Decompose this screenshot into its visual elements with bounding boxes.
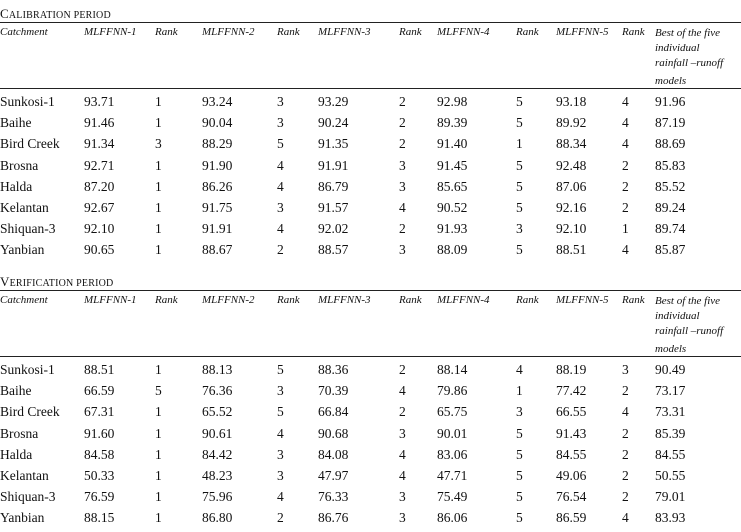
value-cell: 91.93 (437, 221, 468, 237)
rank-cell: 3 (155, 136, 162, 152)
header-catchment: Catchment (0, 26, 48, 38)
value-cell: 86.76 (318, 510, 349, 526)
value-cell: 88.15 (84, 510, 115, 526)
section-title-rest: ERIFICATION PERIOD (9, 278, 114, 289)
value-cell: 89.92 (556, 115, 587, 131)
catchment-name: Sunkosi-1 (0, 94, 55, 109)
section-title-initial: V (0, 274, 10, 289)
rank-cell: 3 (399, 510, 406, 526)
table-row (0, 136, 741, 157)
header-best-model-line: individual (655, 310, 700, 322)
header-mlffnn-1: MLFFNN-1 (84, 26, 137, 38)
rank-cell: 4 (622, 115, 629, 131)
rank-cell: 5 (155, 383, 162, 399)
rank-cell: 4 (622, 242, 629, 258)
rank-cell: 4 (399, 383, 406, 399)
value-cell: 91.91 (318, 157, 349, 173)
header-rank-3: Rank (399, 294, 422, 306)
rank-cell: 5 (516, 489, 523, 505)
section-title-rest: ALIBRATION PERIOD (8, 10, 111, 21)
value-cell: 84.55 (556, 446, 587, 462)
table-row (0, 94, 741, 115)
rank-cell: 1 (622, 221, 629, 237)
value-cell: 83.93 (655, 510, 686, 526)
header-top-rule (0, 290, 741, 291)
value-cell: 88.51 (556, 242, 587, 258)
table-row (0, 426, 741, 447)
value-cell: 92.16 (556, 200, 587, 215)
header-rank-5: Rank (622, 294, 645, 306)
rank-cell: 4 (516, 362, 523, 377)
value-cell: 88.67 (202, 242, 233, 258)
rank-cell: 4 (277, 489, 284, 505)
value-cell: 66.59 (84, 383, 115, 399)
catchment-name: Bird Creek (0, 136, 60, 152)
rank-cell: 2 (399, 362, 406, 377)
rank-cell: 2 (399, 221, 406, 237)
rank-cell: 2 (622, 383, 629, 399)
value-cell: 91.96 (655, 94, 686, 109)
value-cell: 91.57 (318, 200, 349, 215)
value-cell: 91.45 (437, 157, 468, 173)
value-cell: 91.91 (202, 221, 233, 237)
catchment-name: Kelantan (0, 200, 49, 215)
value-cell: 88.09 (437, 242, 468, 258)
table-row (0, 115, 741, 136)
rank-cell: 2 (399, 94, 406, 109)
rank-cell: 4 (399, 200, 406, 215)
rank-cell: 1 (155, 489, 162, 505)
header-mlffnn-4: MLFFNN-4 (437, 26, 490, 38)
header-best-model-line: rainfall –runoff (655, 325, 724, 337)
value-cell: 89.24 (655, 200, 686, 215)
value-cell: 73.31 (655, 404, 686, 420)
value-cell: 90.04 (202, 115, 233, 131)
rank-cell: 2 (622, 425, 629, 441)
header-rank-3: Rank (399, 26, 422, 38)
header-mlffnn-5: MLFFNN-5 (556, 294, 609, 306)
rank-cell: 1 (155, 242, 162, 258)
value-cell: 65.52 (202, 404, 233, 420)
table-row (0, 362, 741, 383)
rank-cell: 2 (622, 446, 629, 462)
rank-cell: 1 (155, 425, 162, 441)
value-cell: 85.39 (655, 425, 686, 441)
rank-cell: 2 (277, 242, 284, 258)
rank-cell: 4 (622, 510, 629, 526)
value-cell: 87.20 (84, 178, 115, 194)
rank-cell: 5 (516, 157, 523, 173)
table-row (0, 200, 741, 221)
rank-cell: 3 (277, 468, 284, 483)
header-bottom-rule (0, 356, 741, 357)
rank-cell: 3 (277, 446, 284, 462)
table-row (0, 468, 741, 489)
rank-cell: 4 (622, 404, 629, 420)
header-best-model (655, 294, 741, 357)
rank-cell: 3 (277, 115, 284, 131)
value-cell: 92.71 (84, 157, 115, 173)
verification-section (0, 268, 741, 526)
rank-cell: 2 (277, 510, 284, 526)
rank-cell: 5 (516, 115, 523, 131)
catchment-name: Brosna (0, 425, 39, 441)
value-cell: 47.97 (318, 468, 349, 483)
header-best-model-line: Best of the five (655, 295, 721, 307)
value-cell: 92.67 (84, 200, 115, 215)
rank-cell: 5 (516, 242, 523, 258)
rank-cell: 1 (155, 221, 162, 237)
table-row (0, 404, 741, 425)
catchment-name: Halda (0, 178, 33, 194)
value-cell: 90.61 (202, 425, 233, 441)
header-best-model-line: individual (655, 42, 700, 54)
rank-cell: 1 (155, 200, 162, 215)
rank-cell: 5 (516, 510, 523, 526)
value-cell: 93.71 (84, 94, 115, 109)
value-cell: 90.49 (655, 362, 686, 377)
value-cell: 90.52 (437, 200, 468, 215)
catchment-name: Shiquan-3 (0, 221, 56, 237)
rank-cell: 1 (155, 178, 162, 194)
rank-cell: 3 (277, 94, 284, 109)
rank-cell: 3 (516, 404, 523, 420)
rank-cell: 5 (516, 94, 523, 109)
section-title (0, 274, 113, 290)
catchment-name: Halda (0, 446, 33, 462)
value-cell: 88.51 (84, 362, 115, 377)
header-mlffnn-4: MLFFNN-4 (437, 294, 490, 306)
rank-cell: 5 (277, 404, 284, 420)
rank-cell: 3 (399, 242, 406, 258)
table-row (0, 447, 741, 468)
value-cell: 91.34 (84, 136, 115, 152)
header-mlffnn-5: MLFFNN-5 (556, 26, 609, 38)
value-cell: 50.33 (84, 468, 115, 483)
rank-cell: 1 (155, 446, 162, 462)
header-rank-2: Rank (277, 294, 300, 306)
value-cell: 73.17 (655, 383, 686, 399)
value-cell: 87.06 (556, 178, 587, 194)
catchment-name: Yanbian (0, 510, 45, 526)
value-cell: 85.52 (655, 178, 686, 194)
table-row (0, 221, 741, 242)
rank-cell: 1 (155, 362, 162, 377)
catchment-name: Bird Creek (0, 404, 60, 420)
rank-cell: 1 (155, 510, 162, 526)
value-cell: 93.18 (556, 94, 587, 109)
value-cell: 47.71 (437, 468, 468, 483)
header-bottom-rule (0, 88, 741, 89)
rank-cell: 1 (155, 94, 162, 109)
value-cell: 91.40 (437, 136, 468, 152)
value-cell: 88.19 (556, 362, 587, 377)
value-cell: 91.35 (318, 136, 349, 152)
value-cell: 88.14 (437, 362, 468, 377)
value-cell: 84.42 (202, 446, 233, 462)
value-cell: 86.80 (202, 510, 233, 526)
header-rank-2: Rank (277, 26, 300, 38)
rank-cell: 2 (399, 136, 406, 152)
rank-cell: 2 (622, 489, 629, 505)
value-cell: 76.54 (556, 489, 587, 505)
header-rank-1: Rank (155, 26, 178, 38)
value-cell: 85.65 (437, 178, 468, 194)
rank-cell: 2 (399, 404, 406, 420)
value-cell: 92.02 (318, 221, 349, 237)
rank-cell: 5 (516, 200, 523, 215)
value-cell: 91.60 (84, 425, 115, 441)
value-cell: 92.48 (556, 157, 587, 173)
header-best-model-line: models (655, 343, 687, 355)
value-cell: 90.65 (84, 242, 115, 258)
rank-cell: 3 (277, 200, 284, 215)
header-mlffnn-1: MLFFNN-1 (84, 294, 137, 306)
rank-cell: 3 (399, 157, 406, 173)
rank-cell: 5 (277, 136, 284, 152)
rank-cell: 5 (277, 362, 284, 377)
rank-cell: 4 (399, 446, 406, 462)
value-cell: 75.96 (202, 489, 233, 505)
value-cell: 93.29 (318, 94, 349, 109)
rank-cell: 5 (516, 425, 523, 441)
value-cell: 85.87 (655, 242, 686, 258)
value-cell: 90.01 (437, 425, 468, 441)
rank-cell: 4 (277, 157, 284, 173)
rank-cell: 4 (277, 221, 284, 237)
value-cell: 88.57 (318, 242, 349, 258)
rank-cell: 1 (155, 468, 162, 483)
value-cell: 92.10 (556, 221, 587, 237)
section-title-initial: C (0, 6, 9, 21)
value-cell: 77.42 (556, 383, 587, 399)
rank-cell: 2 (622, 200, 629, 215)
value-cell: 91.43 (556, 425, 587, 441)
rank-cell: 2 (622, 178, 629, 194)
value-cell: 86.26 (202, 178, 233, 194)
value-cell: 86.06 (437, 510, 468, 526)
rank-cell: 2 (622, 157, 629, 173)
table-row (0, 179, 741, 200)
value-cell: 88.13 (202, 362, 233, 377)
rank-cell: 2 (622, 468, 629, 483)
value-cell: 48.23 (202, 468, 233, 483)
table-row (0, 158, 741, 179)
value-cell: 50.55 (655, 468, 686, 483)
value-cell: 89.39 (437, 115, 468, 131)
rank-cell: 4 (622, 94, 629, 109)
table-row (0, 242, 741, 263)
value-cell: 88.29 (202, 136, 233, 152)
rank-cell: 5 (516, 468, 523, 483)
value-cell: 92.98 (437, 94, 468, 109)
header-rank-4: Rank (516, 294, 539, 306)
value-cell: 76.59 (84, 489, 115, 505)
rank-cell: 3 (399, 489, 406, 505)
rank-cell: 5 (516, 446, 523, 462)
value-cell: 83.06 (437, 446, 468, 462)
rank-cell: 4 (277, 425, 284, 441)
header-mlffnn-2: MLFFNN-2 (202, 294, 255, 306)
header-mlffnn-3: MLFFNN-3 (318, 26, 371, 38)
value-cell: 90.24 (318, 115, 349, 131)
section-title (0, 6, 111, 22)
catchment-name: Sunkosi-1 (0, 362, 55, 377)
value-cell: 70.39 (318, 383, 349, 399)
rank-cell: 1 (516, 383, 523, 399)
catchment-name: Baihe (0, 383, 32, 399)
value-cell: 84.55 (655, 446, 686, 462)
value-cell: 76.36 (202, 383, 233, 399)
value-cell: 88.69 (655, 136, 686, 152)
catchment-name: Baihe (0, 115, 32, 131)
value-cell: 66.55 (556, 404, 587, 420)
value-cell: 91.46 (84, 115, 115, 131)
value-cell: 66.84 (318, 404, 349, 420)
value-cell: 91.75 (202, 200, 233, 215)
value-cell: 67.31 (84, 404, 115, 420)
rank-cell: 4 (277, 178, 284, 194)
value-cell: 91.90 (202, 157, 233, 173)
rank-cell: 1 (516, 136, 523, 152)
value-cell: 79.01 (655, 489, 686, 505)
value-cell: 79.86 (437, 383, 468, 399)
rank-cell: 1 (155, 404, 162, 420)
value-cell: 88.36 (318, 362, 349, 377)
value-cell: 76.33 (318, 489, 349, 505)
value-cell: 49.06 (556, 468, 587, 483)
rank-cell: 4 (622, 136, 629, 152)
catchment-name: Kelantan (0, 468, 49, 483)
table-row (0, 510, 741, 531)
value-cell: 89.74 (655, 221, 686, 237)
header-mlffnn-2: MLFFNN-2 (202, 26, 255, 38)
catchment-name: Shiquan-3 (0, 489, 56, 505)
table-row (0, 489, 741, 510)
rank-cell: 2 (399, 115, 406, 131)
rank-cell: 3 (399, 178, 406, 194)
value-cell: 84.58 (84, 446, 115, 462)
value-cell: 86.79 (318, 178, 349, 194)
calibration-section (0, 0, 741, 258)
rank-cell: 5 (516, 178, 523, 194)
value-cell: 87.19 (655, 115, 686, 131)
value-cell: 65.75 (437, 404, 468, 420)
rank-cell: 1 (155, 115, 162, 131)
rank-cell: 1 (155, 157, 162, 173)
rank-cell: 3 (516, 221, 523, 237)
value-cell: 90.68 (318, 425, 349, 441)
header-best-model-line: rainfall –runoff (655, 57, 724, 69)
value-cell: 84.08 (318, 446, 349, 462)
value-cell: 75.49 (437, 489, 468, 505)
value-cell: 88.34 (556, 136, 587, 152)
value-cell: 92.10 (84, 221, 115, 237)
header-best-model (655, 26, 741, 89)
value-cell: 85.83 (655, 157, 686, 173)
catchment-name: Brosna (0, 157, 39, 173)
header-catchment: Catchment (0, 294, 48, 306)
rank-cell: 4 (399, 468, 406, 483)
rank-cell: 3 (277, 383, 284, 399)
value-cell: 86.59 (556, 510, 587, 526)
header-rank-5: Rank (622, 26, 645, 38)
rank-cell: 3 (399, 425, 406, 441)
value-cell: 93.24 (202, 94, 233, 109)
rank-cell: 3 (622, 362, 629, 377)
header-best-model-line: Best of the five (655, 27, 721, 39)
header-rank-1: Rank (155, 294, 178, 306)
header-mlffnn-3: MLFFNN-3 (318, 294, 371, 306)
table-row (0, 383, 741, 404)
header-rank-4: Rank (516, 26, 539, 38)
header-top-rule (0, 22, 741, 23)
catchment-name: Yanbian (0, 242, 45, 258)
header-best-model-line: models (655, 75, 687, 87)
